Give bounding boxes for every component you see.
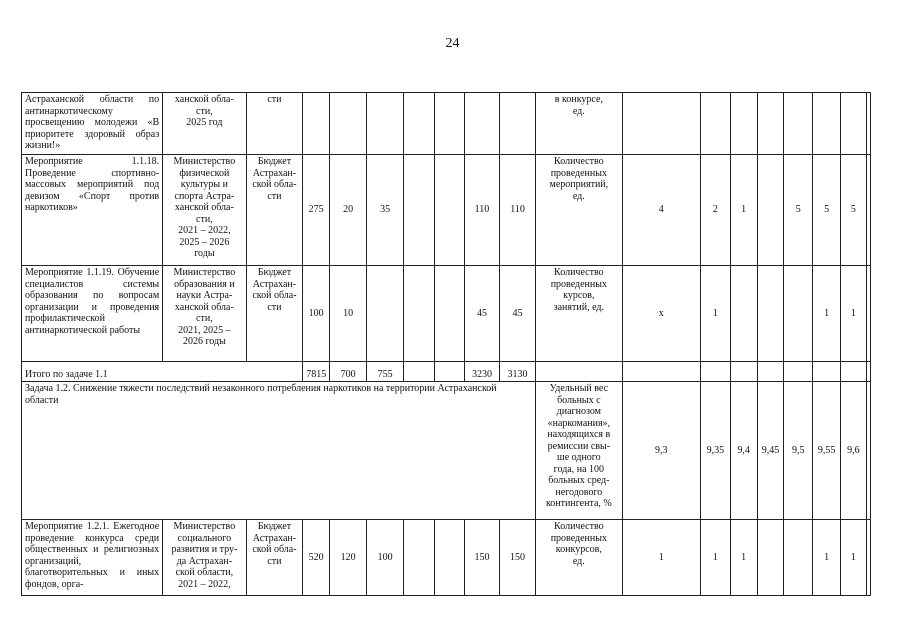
- indicator-cell: Количество проведенных курсов, занятий, ед.: [536, 266, 623, 362]
- value-cell: [404, 520, 435, 596]
- value-cell: 100: [303, 266, 330, 362]
- indicator-value: [700, 93, 730, 155]
- value-cell: 10: [330, 266, 367, 362]
- empty-cell: [536, 362, 623, 382]
- indicator-value: 1: [730, 520, 757, 596]
- executor-cell: ханской обла- сти, 2025 год: [163, 93, 246, 155]
- value-cell: [330, 93, 367, 155]
- indicator-value: 1: [622, 520, 700, 596]
- empty-cell: [866, 382, 870, 520]
- value-cell: [303, 93, 330, 155]
- indicator-value: 9,5: [784, 382, 813, 520]
- table-row: [22, 266, 871, 362]
- source-cell: Бюджет Астрахан- ской обла- сти: [246, 155, 303, 266]
- indicator-value: 1: [700, 520, 730, 596]
- page-number: 24: [445, 36, 460, 51]
- value-cell: [404, 266, 435, 362]
- value-cell: [404, 93, 435, 155]
- task-heading: Задача 1.2. Снижение тяжести последствий незаконного потребления наркотиков на территории Астраханской области: [22, 382, 536, 520]
- indicator-value: 9,55: [813, 382, 841, 520]
- empty-cell: [784, 362, 813, 382]
- total-value: 7815: [303, 362, 330, 382]
- value-cell: 45: [464, 266, 499, 362]
- total-row: [22, 362, 871, 382]
- total-value: 755: [367, 362, 404, 382]
- indicator-value: [757, 520, 784, 596]
- indicator-value: 9,35: [700, 382, 730, 520]
- total-value: 3230: [464, 362, 499, 382]
- source-cell: Бюджет Астрахан- ской обла- сти: [246, 266, 303, 362]
- value-cell: [464, 93, 499, 155]
- value-cell: 110: [500, 155, 536, 266]
- indicator-value: 9,4: [730, 382, 757, 520]
- indicator-value: [784, 266, 813, 362]
- total-value: [435, 362, 465, 382]
- indicator-value: [622, 93, 700, 155]
- indicator-value: [866, 155, 870, 266]
- indicator-value: 9,3: [622, 382, 700, 520]
- value-cell: [404, 155, 435, 266]
- indicator-value: [757, 155, 784, 266]
- measure-description: Мероприятие 1.2.1. Ежегодное проведение конкурса среди общественных и религиозных организаций, благотворительных и иных фондов, орга-: [22, 520, 163, 596]
- value-cell: 120: [330, 520, 367, 596]
- indicator-value: [866, 266, 870, 362]
- indicator-value: 4: [622, 155, 700, 266]
- indicator-value: 1: [700, 266, 730, 362]
- total-value: [404, 362, 435, 382]
- indicator-value: 1: [813, 520, 841, 596]
- source-cell: Бюджет Астрахан- ской обла- сти: [246, 520, 303, 596]
- indicator-value: [757, 93, 784, 155]
- empty-cell: [866, 362, 870, 382]
- indicator-cell: Удельный вес больных с диагнозом «наркомания», находящихся в ремиссии свы- ше одного года, на 100 больных сред- негодового контингента, %: [536, 382, 623, 520]
- total-value: 700: [330, 362, 367, 382]
- indicator-value: [784, 93, 813, 155]
- indicator-value: [841, 93, 867, 155]
- indicator-value: 1: [730, 155, 757, 266]
- indicator-cell: в конкурсе, ед.: [536, 93, 623, 155]
- empty-cell: [700, 362, 730, 382]
- empty-cell: [813, 362, 841, 382]
- value-cell: [367, 93, 404, 155]
- value-cell: 110: [464, 155, 499, 266]
- indicator-value: х: [622, 266, 700, 362]
- value-cell: [500, 93, 536, 155]
- total-label: Итого по задаче 1.1: [22, 362, 303, 382]
- measure-description: Мероприятие 1.1.19. Обучение специалистов системы образования по вопросам организации и проведения профилактической антинаркотической работы: [22, 266, 163, 362]
- indicator-value: [784, 520, 813, 596]
- measure-description: Астраханской области по антинаркотическому просвещению молодежи «В приоритете здоровый образ жизни!»: [22, 93, 163, 155]
- empty-cell: [730, 362, 757, 382]
- value-cell: [435, 520, 465, 596]
- value-cell: 35: [367, 155, 404, 266]
- table-row: [22, 93, 871, 155]
- executor-cell: Министерство образования и науки Астра- ханской обла- сти, 2021, 2025 – 2026 годы: [163, 266, 246, 362]
- indicator-value: 5: [784, 155, 813, 266]
- value-cell: 520: [303, 520, 330, 596]
- source-cell: сти: [246, 93, 303, 155]
- indicator-value: 1: [813, 266, 841, 362]
- indicator-value: [730, 93, 757, 155]
- indicator-cell: Количество проведенных конкурсов, ед.: [536, 520, 623, 596]
- indicator-value: [866, 93, 870, 155]
- indicator-value: 2: [700, 155, 730, 266]
- indicator-value: 1: [841, 266, 867, 362]
- program-table: [21, 92, 871, 596]
- value-cell: 150: [500, 520, 536, 596]
- measure-description: Мероприятие 1.1.18. Проведение спортивно-массовых мероприятий под девизом «Спорт против наркотиков»: [22, 155, 163, 266]
- value-cell: 20: [330, 155, 367, 266]
- indicator-value: 5: [813, 155, 841, 266]
- value-cell: [435, 266, 465, 362]
- executor-cell: Министерство физической культуры и спорта Астра- ханской обла- сти, 2021 – 2022, 2025 – 2026 годы: [163, 155, 246, 266]
- value-cell: [367, 266, 404, 362]
- value-cell: 100: [367, 520, 404, 596]
- table-row: [22, 520, 871, 596]
- task-row: [22, 382, 871, 520]
- empty-cell: [622, 362, 700, 382]
- indicator-value: [813, 93, 841, 155]
- value-cell: [435, 93, 465, 155]
- value-cell: 150: [464, 520, 499, 596]
- indicator-value: [730, 266, 757, 362]
- indicator-value: 9,45: [757, 382, 784, 520]
- empty-cell: [757, 362, 784, 382]
- indicator-value: 1: [841, 520, 867, 596]
- indicator-value: [757, 266, 784, 362]
- value-cell: 275: [303, 155, 330, 266]
- value-cell: 45: [500, 266, 536, 362]
- indicator-cell: Количество проведенных мероприятий, ед.: [536, 155, 623, 266]
- table-row: [22, 155, 871, 266]
- executor-cell: Министерство социального развития и тру- да Астрахан- ской области, 2021 – 2022,: [163, 520, 246, 596]
- value-cell: [435, 155, 465, 266]
- indicator-value: [866, 520, 870, 596]
- empty-cell: [841, 362, 867, 382]
- indicator-value: 9,6: [841, 382, 867, 520]
- total-value: 3130: [500, 362, 536, 382]
- indicator-value: 5: [841, 155, 867, 266]
